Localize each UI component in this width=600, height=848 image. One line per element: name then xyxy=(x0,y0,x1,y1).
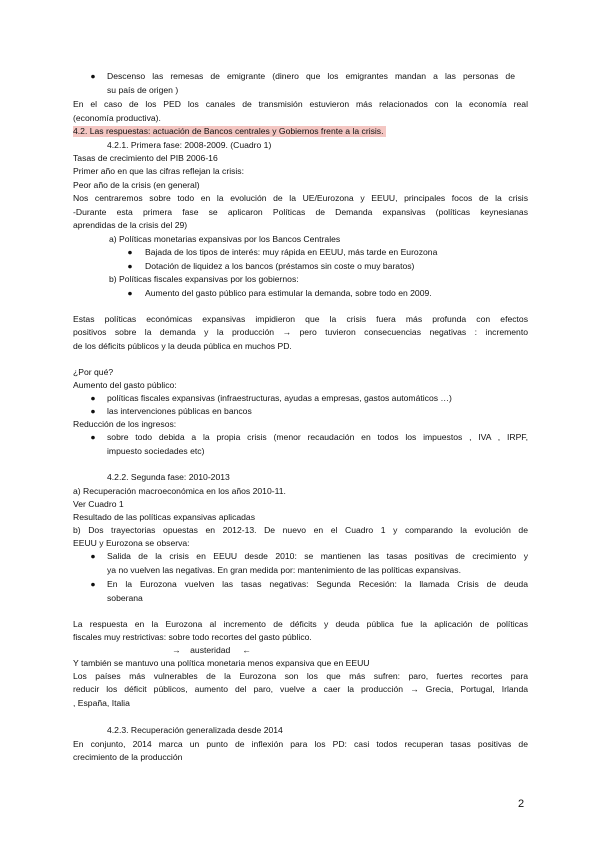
bullet-icon: ● xyxy=(127,261,133,271)
bullet-intervenciones: las intervenciones públicas en bancos xyxy=(107,406,252,416)
bullet-icon: ● xyxy=(90,551,96,561)
dos-trayectorias-line-2: EEUU y Eurozona se observa: xyxy=(73,538,190,548)
tasas-line: Tasas de crecimiento del PIB 2006-16 xyxy=(73,153,218,163)
bullet-infraestructuras: políticas fiscales expansivas (infraestructuras, ayudas a empresas, gastos automáticos …) xyxy=(107,393,452,403)
bullet-icon: ● xyxy=(127,288,133,298)
bullet-sobre-todo-line-1: sobre todo debida a la propia crisis (menor recaudación en todos los impuestos , IVA , IRPF, xyxy=(107,432,528,442)
durante-paragraph-line-2: aprendidas de la crisis del 29) xyxy=(73,220,188,230)
bullet-icon: ● xyxy=(90,393,96,403)
paises-paragraph-line-3: , España, Italia xyxy=(73,698,130,708)
ped-paragraph-line-2: (economía productiva). xyxy=(73,113,161,123)
bullet-icon: ● xyxy=(90,579,96,589)
conjunto-paragraph-line-1: En conjunto, 2014 marca un punto de inflexión para los PD: casi todos recuperan tasas positivas de xyxy=(73,739,528,749)
reduccion-ingresos-line: Reducción de los ingresos: xyxy=(73,419,177,429)
bullet-gasto-publico: Aumento del gasto público para estimular la demanda, sobre todo en 2009. xyxy=(145,288,432,298)
bullet-icon: ● xyxy=(90,406,96,416)
ver-cuadro-line: Ver Cuadro 1 xyxy=(73,499,124,509)
resultado-line: Resultado de las políticas expansivas aplicadas xyxy=(73,512,256,522)
respuesta-paragraph-line-2: fiscales muy restrictivas: sobre todo recortes del gasto público. xyxy=(73,632,312,642)
bullet-salida-line-2: ya no vuelven las negativas. En gran medida por: mantenimiento de las políticas expansivas. xyxy=(107,565,461,575)
bullet-liquidez: Dotación de liquidez a los bancos (préstamos sin coste o muy baratos) xyxy=(145,261,415,271)
centraremos-line: Nos centraremos sobre todo en la evolución de la UE/Eurozona y EEUU, principales focos de la crisis xyxy=(73,193,528,203)
recuperacion-line: a) Recuperación macroeconómica en los años 2010-11. xyxy=(73,486,286,496)
bullet-icon: ● xyxy=(90,432,96,442)
bullet-icon: ● xyxy=(127,247,133,257)
bullet-remesas-line-1: Descenso las remesas de emigrante (dinero que los emigrantes mandan a las personas de xyxy=(107,71,515,81)
estas-paragraph-line-3: de los déficits públicos y la deuda pública en muchos PD. xyxy=(73,341,292,351)
estas-paragraph-line-1: Estas políticas económicas expansivas impidieron que la crisis fuera más profunda con efectos xyxy=(73,314,528,324)
politicas-monetarias-line: a) Políticas monetarias expansivas por los Bancos Centrales xyxy=(109,234,341,244)
bullet-remesas-line-2: su país de origen ) xyxy=(107,85,179,95)
bullet-icon: ● xyxy=(90,71,96,81)
aumento-gasto-line: Aumento del gasto público: xyxy=(73,380,177,390)
paises-paragraph-line-2: reducir los déficit públicos, aumento del paro, vuelve a caer la producción → Grecia, Portugal, Irlanda xyxy=(73,684,528,694)
respuesta-paragraph-line-1: La respuesta en la Eurozona al incremento de déficits y deuda pública fue la aplicación de políticas xyxy=(73,619,528,629)
tambien-line: Y también se mantuvo una política monetaria menos expansiva que en EEUU xyxy=(73,658,370,668)
dos-trayectorias-line-1: b) Dos trayectorias opuestas en 2012-13. De nuevo en el Cuadro 1 y comparando la evolución de xyxy=(73,525,528,535)
bullet-eurozona-line-2: soberana xyxy=(107,593,143,603)
durante-paragraph-line-1: -Durante esta primera fase se aplicaron Políticas de Demanda expansivas (políticas keynesianas xyxy=(73,207,528,217)
austeridad-line: → austeridad ← xyxy=(172,645,251,655)
bullet-salida-line-1: Salida de la crisis en EEUU desde 2010: se mantienen las tasas positivas de crecimiento y xyxy=(107,551,528,561)
subsection-heading-4-2-3: 4.2.3. Recuperación generalizada desde 2014 xyxy=(107,725,283,735)
bullet-sobre-todo-line-2: impuesto sociedades etc) xyxy=(107,446,205,456)
subsection-heading-4-2-1: 4.2.1. Primera fase: 2008-2009. (Cuadro 1) xyxy=(107,140,272,150)
conjunto-paragraph-line-2: crecimiento de la producción xyxy=(73,752,183,762)
por-que-line: ¿Por qué? xyxy=(73,367,114,377)
ped-paragraph-line-1: En el caso de los PED los canales de transmisión estuvieron más relacionados con la economía real xyxy=(73,99,528,109)
bullet-tipos-interes: Bajada de los tipos de interés: muy rápida en EEUU, más tarde en Eurozona xyxy=(145,247,438,257)
peor-ano-line: Peor año de la crisis (en general) xyxy=(73,180,200,190)
estas-paragraph-line-2: positivos sobre la demanda y la producción → pero tuvieron consecuencias negativas : incremento xyxy=(73,327,528,337)
subsection-heading-4-2-2: 4.2.2. Segunda fase: 2010-2013 xyxy=(107,472,230,482)
paises-paragraph-line-1: Los países más vulnerables de la Eurozona son los que más sufren: paro, fuertes recortes para xyxy=(73,671,528,681)
page-number: 2 xyxy=(518,798,525,810)
bullet-eurozona-line-1: En la Eurozona vuelven las tasas negativas: Segunda Recesión: la llamada Crisis de deuda xyxy=(107,579,528,589)
section-heading-4-2: 4.2. Las respuestas: actuación de Bancos centrales y Gobiernos frente a la crisis. xyxy=(73,126,384,136)
politicas-fiscales-line: b) Políticas fiscales expansivas por los gobiernos: xyxy=(109,274,299,284)
primer-ano-line: Primer año en que las cifras reflejan la crisis: xyxy=(73,166,244,176)
